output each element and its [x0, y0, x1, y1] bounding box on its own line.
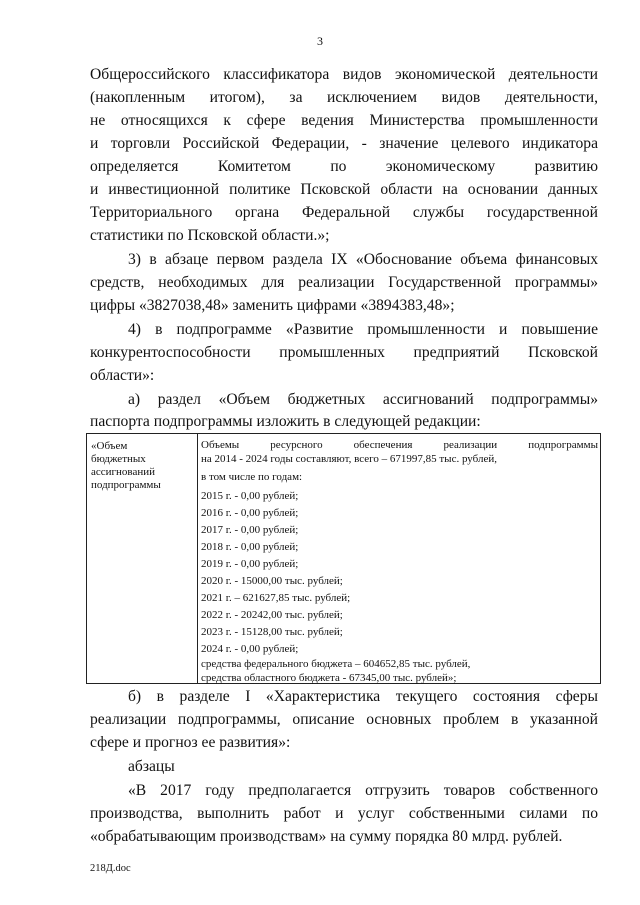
item-3-line: 3) в абзаце первом раздела IX «Обоснование объема финансовых — [128, 251, 598, 268]
quote-line: «обрабатывающим производствам» на сумму порядка 80 млрд. рублей. — [90, 828, 563, 845]
budget-table — [86, 433, 601, 684]
table-year-line: 2016 г. - 0,00 рублей; — [201, 507, 299, 519]
table-year-line: 2022 г. - 20242,00 тыс. рублей; — [201, 609, 343, 621]
table-left-cell-line: «Объем — [91, 440, 128, 452]
body-line: и инвестиционной политике Псковской области на основании данных — [90, 181, 598, 198]
body-line: не относящихся к сфере ведения Министерства промышленности — [90, 112, 598, 129]
quote-line: производства, выполнить работ и услуг собственными силами по — [90, 805, 598, 822]
item-a-line: а) раздел «Объем бюджетных ассигнований подпрограммы» — [128, 391, 598, 408]
table-left-cell-line: бюджетных — [91, 453, 146, 465]
item-a-line: паспорта подпрограммы изложить в следующей редакции: — [90, 413, 481, 430]
table-left-cell-line: подпрограммы — [91, 479, 161, 491]
table-column-divider — [197, 434, 198, 683]
page-number: 3 — [317, 34, 323, 48]
item-4-line: области»: — [90, 367, 155, 384]
body-line: Общероссийского классификатора видов экономической деятельности — [90, 66, 598, 83]
item-3-line: цифры «3827038,48» заменить цифрами «3894383,48»; — [90, 297, 455, 314]
item-4-line: конкурентоспособности промышленных предприятий Псковской — [90, 344, 598, 361]
table-year-line: 2019 г. - 0,00 рублей; — [201, 558, 299, 570]
item-b-line: реализации подпрограммы, описание основных проблем в указанной — [90, 711, 598, 728]
table-federal-funds: средства федерального бюджета – 604652,85 тыс. рублей, — [201, 658, 471, 670]
table-year-line: 2021 г. – 621627,85 тыс. рублей; — [201, 592, 351, 604]
table-year-line: 2015 г. - 0,00 рублей; — [201, 490, 299, 502]
table-year-line: 2023 г. - 15128,00 тыс. рублей; — [201, 626, 343, 638]
table-regional-funds: средства областного бюджета - 67345,00 тыс. рублей»; — [201, 672, 457, 684]
item-b-line: сфере и прогноз ее развития»: — [90, 734, 291, 751]
footer-filename: 218Д.doc — [90, 863, 131, 874]
body-line: определяется Комитетом по экономическому развитию — [90, 158, 598, 175]
table-year-line: 2020 г. - 15000,00 тыс. рублей; — [201, 575, 343, 587]
body-line: и торговли Российской Федерации, - значение целевого индикатора — [90, 135, 598, 152]
quote-line: «В 2017 году предполагается отгрузить товаров собственного — [128, 782, 598, 799]
paragraphs-label: абзацы — [128, 758, 175, 775]
table-left-cell-line: ассигнований — [91, 466, 156, 478]
table-year-line: 2018 г. - 0,00 рублей; — [201, 541, 299, 553]
item-4-line: 4) в подпрограмме «Развитие промышленности и повышение — [128, 321, 598, 338]
item-3-line: средств, необходимых для реализации Государственной программы» — [90, 274, 598, 291]
table-year-line: 2024 г. - 0,00 рублей; — [201, 643, 299, 655]
table-right-intro-line: в том числе по годам: — [201, 471, 303, 483]
body-line: (накопленным итогом), за исключением видов деятельности, — [90, 89, 598, 106]
table-right-intro-line: на 2014 - 2024 годы составляют, всего – 671997,85 тыс. рублей, — [201, 453, 497, 465]
table-year-line: 2017 г. - 0,00 рублей; — [201, 524, 299, 536]
body-line: Территориального органа Федеральной службы государственной — [90, 204, 598, 221]
body-line: статистики по Псковской области.»; — [90, 227, 330, 244]
table-right-intro-line: Объемы ресурсного обеспечения реализации подпрограммы — [201, 439, 598, 451]
item-b-line: б) в разделе I «Характеристика текущего состояния сферы — [128, 688, 598, 705]
